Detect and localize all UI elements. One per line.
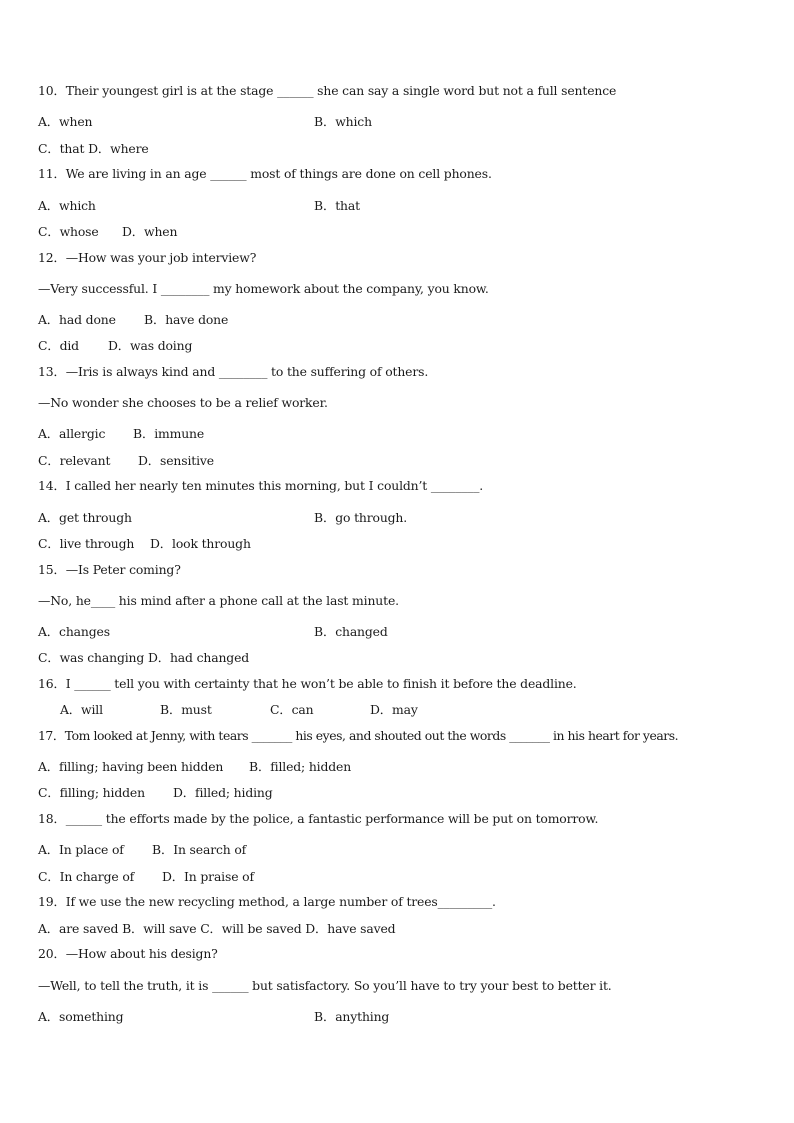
question-16-option-d[interactable]: D．may [370, 702, 418, 717]
question-11-stem: 11．We are living in an age ______ most of things are done on cell phones. [38, 166, 492, 181]
question-20-option-a[interactable]: A．something [38, 1009, 124, 1024]
question-14-option-d[interactable]: D．look through [150, 536, 251, 551]
question-10-option-b[interactable]: B．which [314, 114, 372, 129]
question-15-option-cd[interactable]: C．was changing D．had changed [38, 650, 250, 665]
question-15-stem: 15．—Is Peter coming? [38, 562, 181, 577]
question-19-options[interactable]: A．are saved B．will save C．will be saved D．have saved [38, 921, 396, 936]
question-16-option-c[interactable]: C．can [270, 702, 314, 717]
question-13-dialog: —No wonder she chooses to be a relief worker. [38, 395, 328, 410]
question-10-stem: 10．Their youngest girl is at the stage ______ she can say a single word but not a full sentence [38, 83, 617, 98]
question-12-option-c[interactable]: C．did [38, 338, 79, 353]
question-11-option-a[interactable]: A．which [38, 198, 96, 213]
question-17-option-d[interactable]: D．filled; hiding [173, 785, 273, 800]
question-20-stem: 20．—How about his design? [38, 946, 218, 961]
question-12-dialog: —Very successful. I ________ my homework about the company, you know. [38, 281, 489, 296]
question-19-stem: 19．If we use the new recycling method, a large number of trees_________. [38, 894, 496, 909]
question-12-option-b[interactable]: B．have done [144, 312, 229, 327]
question-14-option-a[interactable]: A．get through [38, 510, 132, 525]
question-17-option-a[interactable]: A．filling; having been hidden [38, 759, 224, 774]
question-17-option-c[interactable]: C．filling; hidden [38, 785, 145, 800]
question-12-option-a[interactable]: A．had done [38, 312, 116, 327]
question-16-option-a[interactable]: A．will [60, 702, 103, 717]
question-17-option-b[interactable]: B．filled; hidden [249, 759, 352, 774]
question-20-option-b[interactable]: B．anything [314, 1009, 390, 1024]
question-15-option-b[interactable]: B．changed [314, 624, 388, 639]
question-18-stem: 18．______ the efforts made by the police, a fantastic performance will be put on tomorrow. [38, 811, 599, 826]
question-15-option-a[interactable]: A．changes [38, 624, 110, 639]
question-11-option-d[interactable]: D．when [122, 224, 178, 239]
question-20-dialog: —Well, to tell the truth, it is ______ but satisfactory. So you’ll have to try your best to better it. [38, 978, 612, 993]
question-14-stem: 14．I called her nearly ten minutes this morning, but I couldn’t ________. [38, 478, 484, 493]
question-14-option-b[interactable]: B．go through. [314, 510, 408, 525]
question-18-option-c[interactable]: C．In charge of [38, 869, 135, 884]
question-12-stem: 12．—How was your job interview? [38, 250, 257, 265]
question-11-option-c[interactable]: C．whose [38, 224, 99, 239]
question-18-option-b[interactable]: B．In search of [152, 842, 247, 857]
question-13-option-d[interactable]: D．sensitive [138, 453, 214, 468]
question-13-option-c[interactable]: C．relevant [38, 453, 111, 468]
question-18-option-d[interactable]: D．In praise of [162, 869, 254, 884]
question-16-option-b[interactable]: B．must [160, 702, 212, 717]
question-14-option-c[interactable]: C．live through [38, 536, 135, 551]
question-16-stem: 16．I ______ tell you with certainty that he won’t be able to finish it before the deadline. [38, 676, 577, 691]
question-10-option-cd[interactable]: C．that D．where [38, 141, 149, 156]
question-13-option-b[interactable]: B．immune [133, 426, 205, 441]
question-17-stem: 17．Tom looked at Jenny, with tears _______ his eyes, and shouted out the words _______ in his heart for years. [38, 728, 679, 743]
question-18-option-a[interactable]: A．In place of [38, 842, 124, 857]
question-13-stem: 13．—Iris is always kind and ________ to the suffering of others. [38, 364, 429, 379]
question-10-option-a[interactable]: A．when [38, 114, 93, 129]
question-11-option-b[interactable]: B．that [314, 198, 360, 213]
question-13-option-a[interactable]: A．allergic [38, 426, 106, 441]
question-15-dialog: —No, he____ his mind after a phone call at the last minute. [38, 593, 399, 608]
question-12-option-d[interactable]: D．was doing [108, 338, 193, 353]
